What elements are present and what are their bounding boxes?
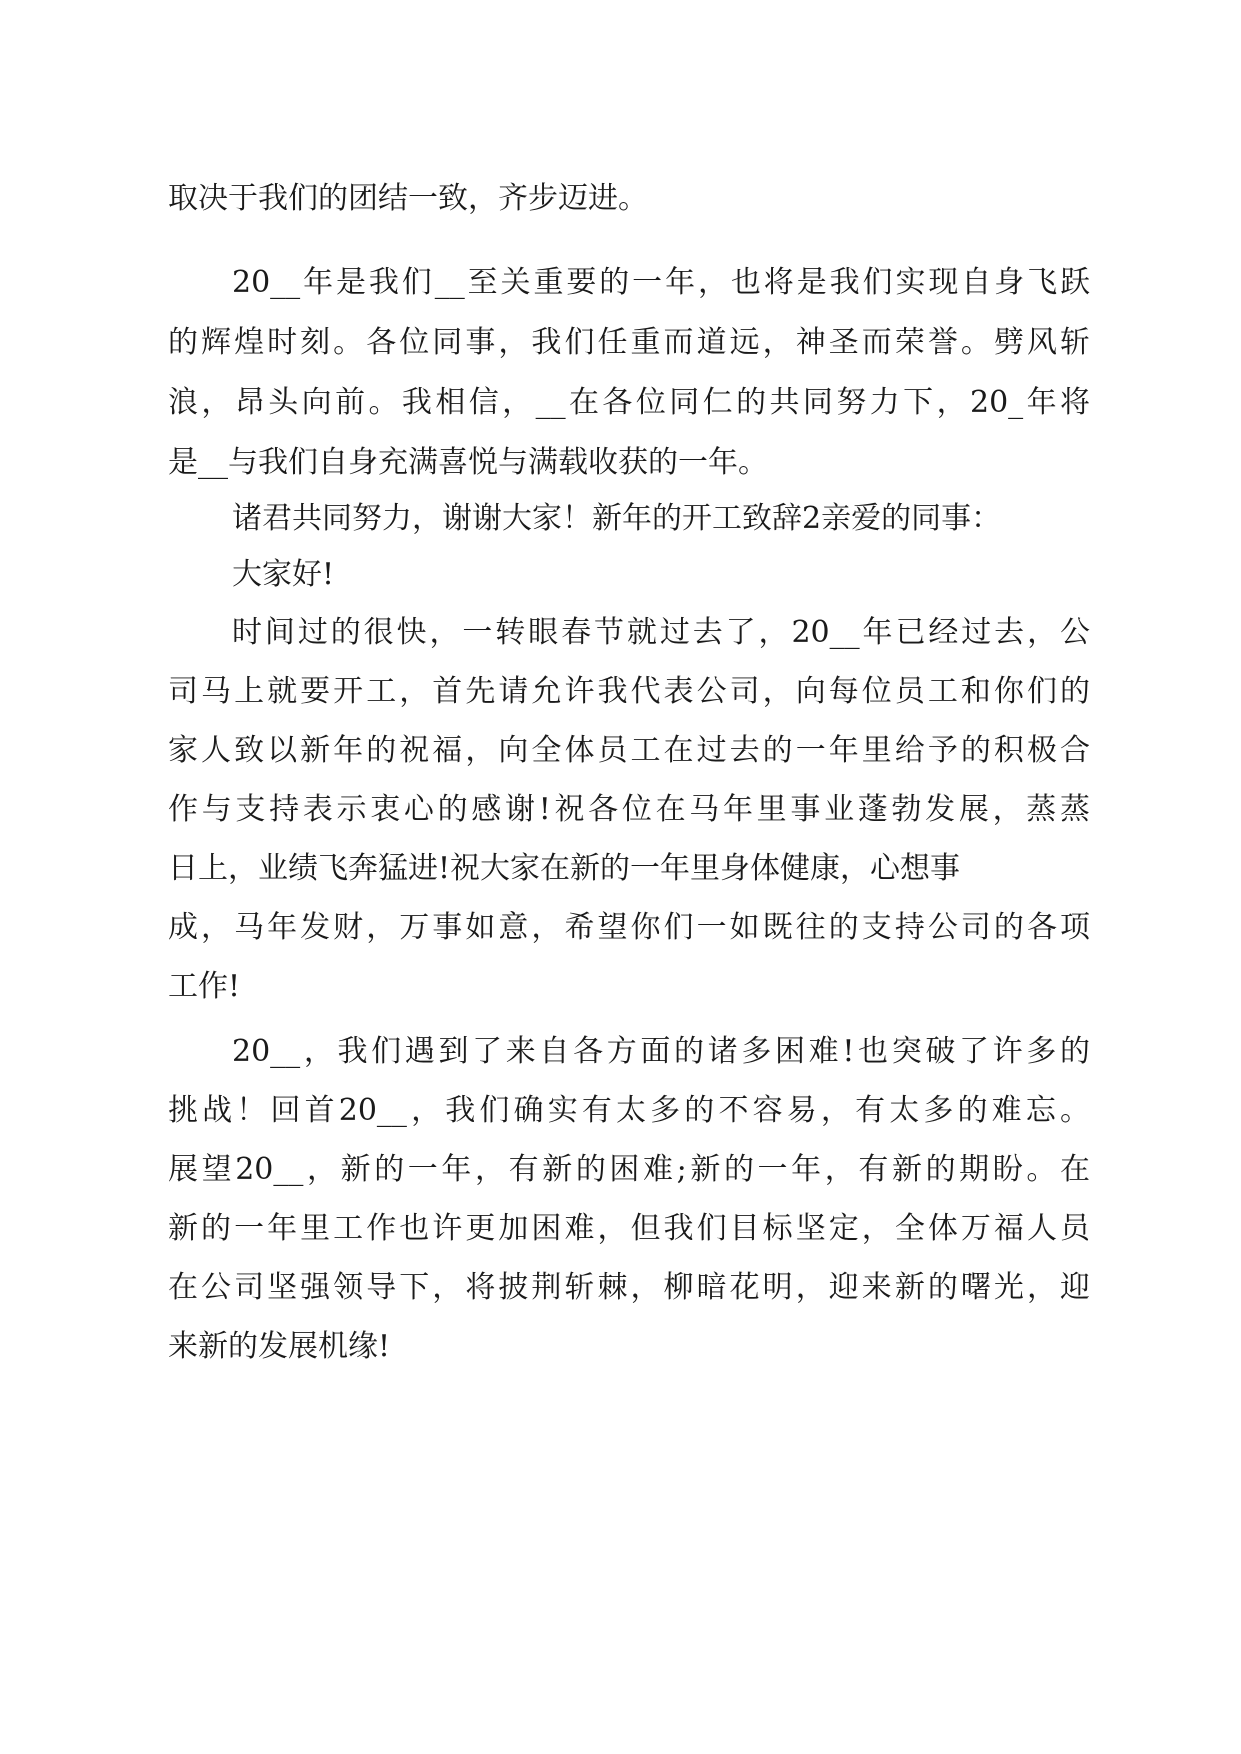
text-line: 作与支持表示衷心的感谢!祝各位在马年里事业蓬勃发展，蒸蒸 [168,792,1090,827]
text-line: 浪，昂头向前。我相信，__在各位同仁的共同努力下，20_年将 [168,385,1090,420]
text-line: 的辉煌时刻。各位同事，我们任重而道远，神圣而荣誉。劈风斩 [168,325,1090,360]
text-line: 新的一年里工作也许更加困难，但我们目标坚定，全体万福人员 [168,1211,1090,1246]
text-line: 20__年是我们__至关重要的一年，也将是我们实现自身飞跃 [232,265,1090,300]
text-line: 展望20__，新的一年，有新的困难;新的一年，有新的期盼。在 [168,1152,1090,1187]
text-line: 挑战！回首20__，我们确实有太多的不容易，有太多的难忘。 [168,1093,1090,1128]
text-line: 家人致以新年的祝福，向全体员工在过去的一年里给予的积极合 [168,733,1090,768]
text-line: 时间过的很快，一转眼春节就过去了，20__年已经过去，公 [232,615,1090,650]
text-line: 20__，我们遇到了来自各方面的诸多困难!也突破了许多的 [232,1034,1090,1069]
text-line: 在公司坚强领导下，将披荆斩棘，柳暗花明，迎来新的曙光，迎 [168,1270,1090,1305]
text-line: 司马上就要开工，首先请允许我代表公司，向每位员工和你们的 [168,674,1090,709]
text-line: 诸君共同努力，谢谢大家！新年的开工致辞2亲爱的同事： [232,501,1002,536]
text-line: 成，马年发财，万事如意，希望你们一如既往的支持公司的各项 [168,910,1090,945]
text-line: 来新的发展机缘! [168,1329,391,1364]
text-line: 取决于我们的团结一致，齐步迈进。 [168,181,648,216]
text-line: 大家好! [232,557,335,592]
text-line: 工作! [168,969,241,1004]
text-line: 是__与我们自身充满喜悦与满载收获的一年。 [168,445,768,480]
text-line: 日上，业绩飞奔猛进!祝大家在新的一年里身体健康，心想事 [168,851,961,886]
